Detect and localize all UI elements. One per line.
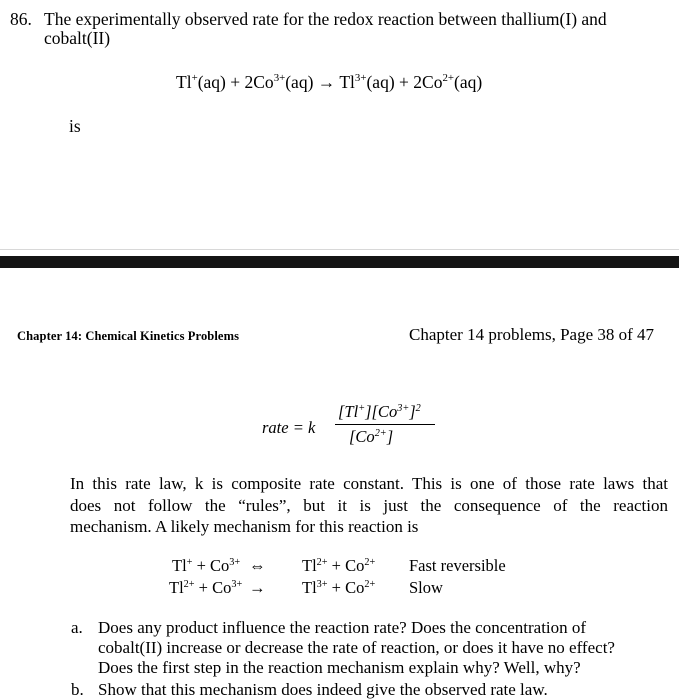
mechanism-step1-note: Fast reversible xyxy=(409,556,506,575)
is-text: is xyxy=(69,116,81,136)
chapter-header-left: Chapter 14: Chemical Kinetics Problems xyxy=(17,329,240,343)
reaction-arrow-icon: → xyxy=(317,72,336,92)
paragraph-line-3: mechanism. A likely mechanism for this reaction is xyxy=(70,517,419,536)
item-b-text: Show that this mechanism does indeed give the observed rate law. xyxy=(98,680,548,699)
page-break-band xyxy=(0,256,679,268)
forward-arrow-icon: → xyxy=(249,578,266,597)
rate-law-numerator: $[Tl^+][Co^{3+}]^2$ xyxy=(338,402,421,421)
paragraph-line-2: does not follow the “rules”, but it is just the consequence of the reaction xyxy=(70,495,668,515)
item-a-line-3: Does the first step in the reaction mechanism explain why? Well, why? xyxy=(98,658,581,677)
item-a-line-1: Does any product influence the reaction rate? Does the concentration of xyxy=(98,618,587,637)
rate-law-denominator: $[Co^{2+}]$ xyxy=(349,427,394,446)
list-item-b xyxy=(71,680,669,700)
mechanism-step2-reactants: $Tl^{2+} + Co^{3+}$ xyxy=(169,578,243,597)
item-a-line-2: cobalt(II) increase or decrease the rate of reaction, or does it have no effect? xyxy=(98,638,615,657)
item-b-label: b. xyxy=(71,680,84,699)
explanation-paragraph xyxy=(70,473,668,538)
item-a-label: a. xyxy=(71,618,83,637)
fraction-bar xyxy=(335,424,435,425)
mechanism-step2-note: Slow xyxy=(409,578,443,597)
mechanism-step1-products: $Tl^{2+} + Co^{2+}$ xyxy=(302,556,376,575)
question-line-1: The experimentally observed rate for the redox reaction between thallium(I) and xyxy=(44,9,607,29)
rate-law-lhs: rate = k xyxy=(262,418,316,437)
page-divider-hairline xyxy=(0,249,679,250)
question-number: 86. xyxy=(10,9,32,29)
question-line-2: cobalt(II) xyxy=(44,28,111,48)
mechanism-step1-reactants: $Tl^+ + Co^{3+}$ xyxy=(172,556,241,575)
mechanism-step2-products: $Tl^{3+} + Co^{2+}$ xyxy=(302,578,376,597)
paragraph-line-1: In this rate law, k is composite rate constant. This is one of those rate laws that xyxy=(70,474,668,493)
chapter-header-right: Chapter 14 problems, Page 38 of 47 xyxy=(409,325,655,344)
redox-equation: $Tl^+(aq) + 2Co^{3+}(aq) \to Tl^{3+}(aq) + 2Co^{2+}(aq)$ xyxy=(176,72,483,92)
list-item-a xyxy=(71,618,669,678)
equilibrium-arrow-icon: ⇔ xyxy=(249,556,266,575)
question-text xyxy=(10,10,670,48)
